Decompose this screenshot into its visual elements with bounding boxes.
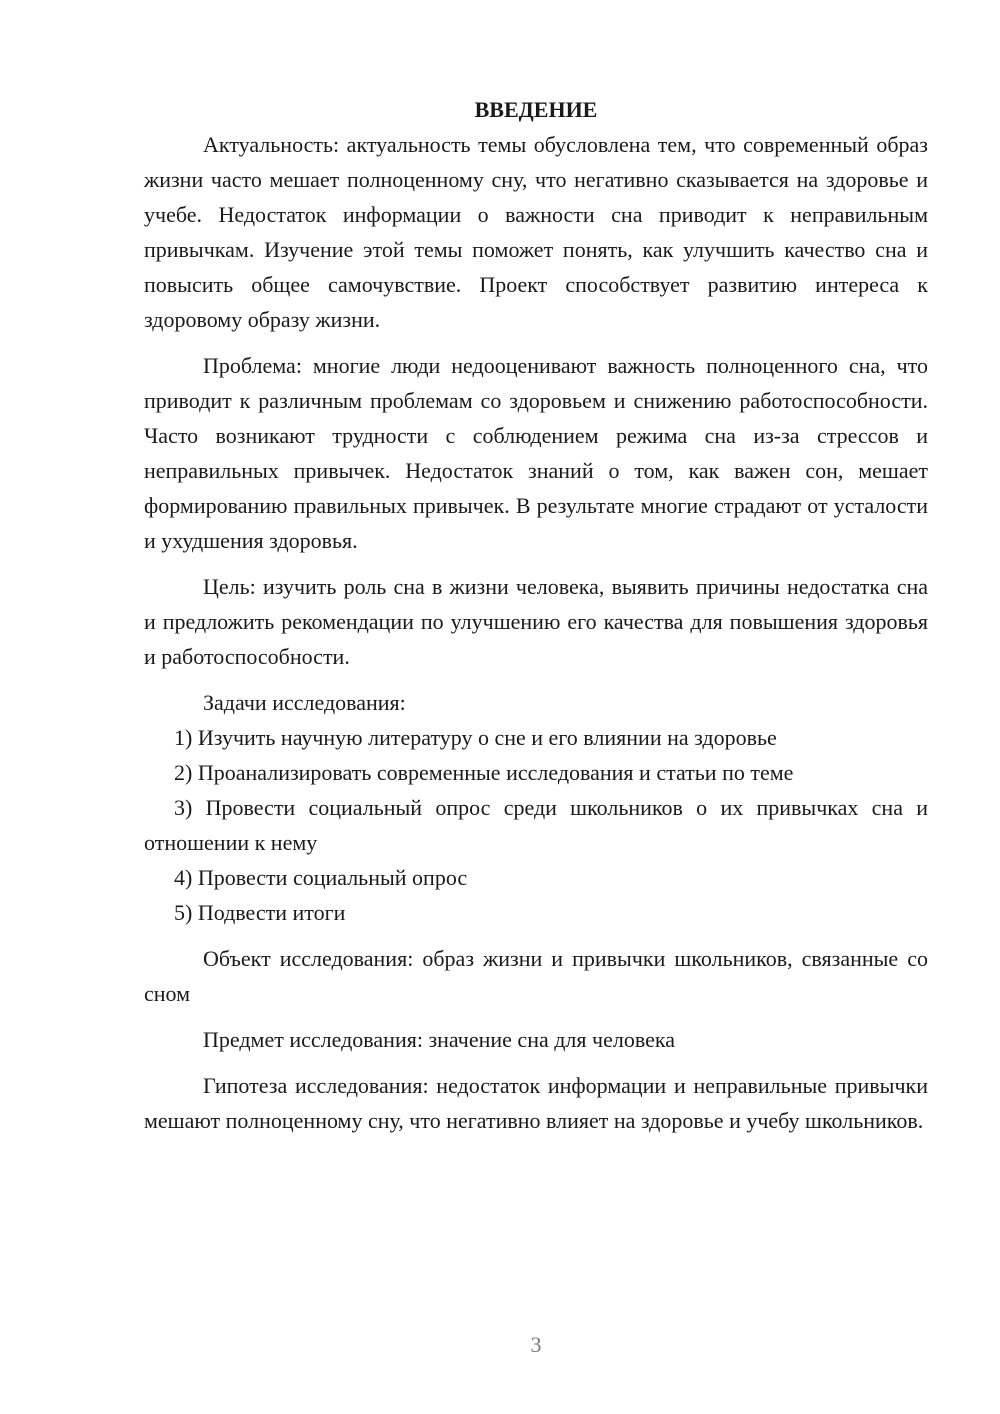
task-item-5: 5) Подвести итоги <box>174 900 346 925</box>
page-number: 3 <box>530 1332 542 1357</box>
relevance-paragraph: Актуальность: актуальность темы обусловлена тем, что современный образ жизни часто мешает полноценному сну, что негативно сказывается на здоровье и учебе. Недостаток информации о важности сна приводит к неправильным привычкам. Изучение этой темы поможет понять, как улучшить качество сна и повысить общее самочувствие. Проект способствует развитию интереса к здоровому образу жизни. <box>144 132 928 332</box>
goal-paragraph: Цель: изучить роль сна в жизни человека, выявить причины недостатка сна и предложить рекомендации по улучшению его качества для повышения здоровья и работоспособности. <box>144 574 928 669</box>
task-item-2: 2) Проанализировать современные исследования и статьи по теме <box>174 760 794 785</box>
page-title: ВВЕДЕНИЕ <box>474 97 598 122</box>
subject-paragraph: Предмет исследования: значение сна для человека <box>203 1027 675 1052</box>
tasks-heading: Задачи исследования: <box>203 690 406 715</box>
hypothesis-paragraph: Гипотеза исследования: недостаток информации и неправильные привычки мешают полноценному сну, что негативно влияет на здоровье и учебу школьников. <box>144 1073 928 1133</box>
task-item-1: 1) Изучить научную литературу о сне и его влиянии на здоровье <box>174 725 777 750</box>
document-body <box>144 92 928 1138</box>
task-item-3: 3) Провести социальный опрос среди школьников о их привычках сна и отношении к нему <box>144 795 928 855</box>
problem-paragraph: Проблема: многие люди недооценивают важность полноценного сна, что приводит к различным проблемам со здоровьем и снижению работоспособности. Часто возникают трудности с соблюдением режима сна из-за стрессов и неправильных привычек. Недостаток знаний о том, как важен сон, мешает формированию правильных привычек. В результате многие страдают от усталости и ухудшения здоровья. <box>144 353 928 553</box>
task-item-4: 4) Провести социальный опрос <box>174 865 468 890</box>
object-paragraph: Объект исследования: образ жизни и привычки школьников, связанные со сном <box>144 946 928 1006</box>
